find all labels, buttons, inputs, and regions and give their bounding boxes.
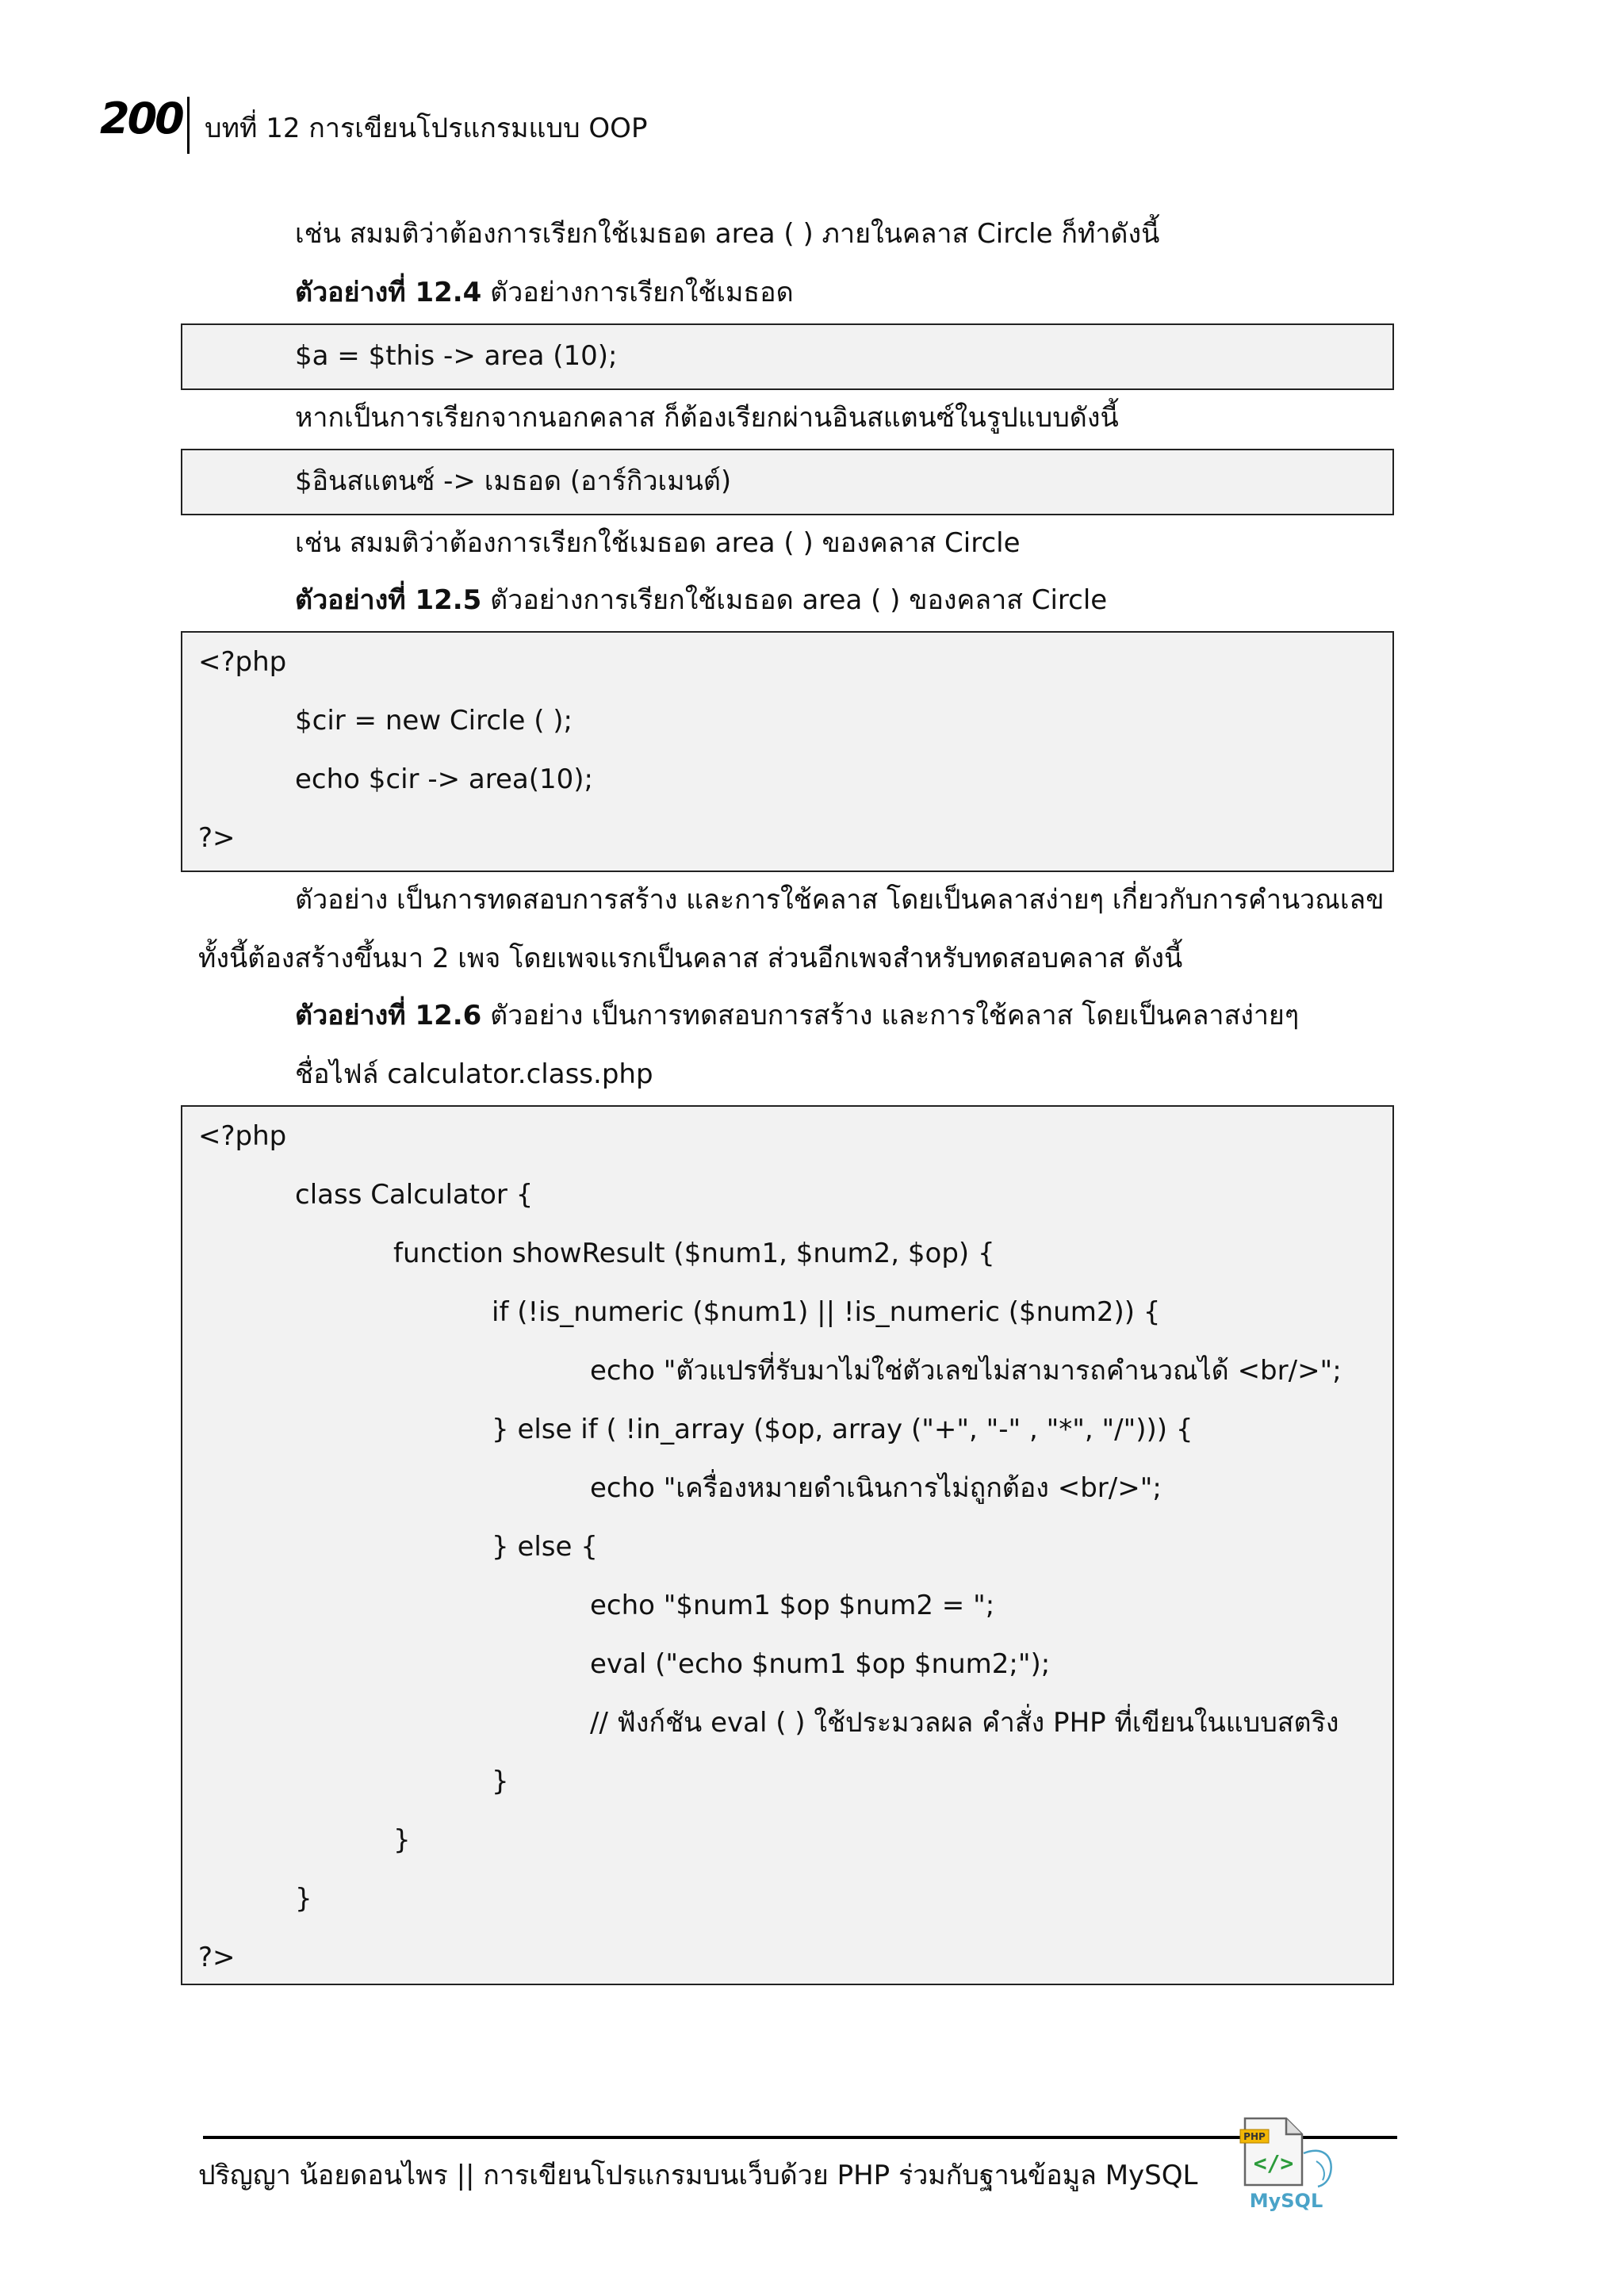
code-line: } <box>295 1883 312 1915</box>
code-line: ?> <box>198 822 236 854</box>
code-line: ?> <box>198 1942 236 1973</box>
example-label: ตัวอย่างที่ 12.4 <box>295 277 482 308</box>
code-line: echo "ตัวแปรที่รับมาไม่ใช่ตัวเลขไม่สามารถคำนวณได้ <br/>"; <box>590 1355 1342 1387</box>
example-label: ตัวอย่างที่ 12.5 <box>295 584 482 616</box>
code-box-example-12-5 <box>181 631 1394 872</box>
php-badge-text: PHP <box>1243 2131 1266 2142</box>
code-line: <?php <box>198 1120 287 1152</box>
paragraph-circle-example: เช่น สมมติว่าต้องการเรียกใช้เมธอด area ( ) ของคลาส Circle <box>295 527 1021 559</box>
footer-divider <box>203 2136 1397 2139</box>
code-line: echo $cir -> area(10); <box>295 763 593 795</box>
code-line: } else { <box>492 1531 598 1563</box>
example-12-4-heading <box>295 274 794 311</box>
code-line: eval ("echo $num1 $op $num2;"); <box>590 1648 1051 1680</box>
php-mysql-logo <box>1237 2109 1356 2212</box>
code-comment-line: // ฟังก์ชัน eval ( ) ใช้ประมวลผล คำสั่ง PHP ที่เขียนในแบบสตริง <box>590 1707 1339 1739</box>
code-line: echo "เครื่องหมายดำเนินการไม่ถูกต้อง <br/>"; <box>590 1472 1162 1504</box>
code-line: echo "$num1 $op $num2 = "; <box>590 1590 995 1621</box>
paragraph-outside-call: หากเป็นการเรียกจากนอกคลาส ก็ต้องเรียกผ่านอินสแตนซ์ในรูปแบบดังนี้ <box>295 402 1119 434</box>
code-line: $อินสแตนซ์ -> เมธอด (อาร์กิวเมนต์) <box>295 465 732 497</box>
example-caption: ตัวอย่างการเรียกใช้เมธอด area ( ) ของคลาส Circle <box>481 584 1108 616</box>
code-line: <?php <box>198 646 287 678</box>
code-box-syntax <box>181 449 1394 515</box>
filename-label: ชื่อไฟล์ calculator.class.php <box>295 1058 653 1090</box>
mysql-logo-text: MySQL <box>1249 2190 1323 2212</box>
paragraph-calculator-intro-line1: ตัวอย่าง เป็นการทดสอบการสร้าง และการใช้คลาส โดยเป็นคลาสง่ายๆ เกี่ยวกับการคำนวณเลข <box>295 884 1385 916</box>
code-line: function showResult ($num1, $num2, $op) { <box>393 1238 995 1269</box>
header-divider <box>187 97 190 154</box>
code-line: } <box>492 1766 509 1797</box>
code-box-example-12-6 <box>181 1105 1394 1985</box>
footer-author-title: ปริญญา น้อยดอนไพร || การเขียนโปรแกรมบนเว็บด้วย PHP ร่วมกับฐานข้อมูล MySQL <box>198 2160 1198 2191</box>
page-number: 200 <box>100 94 182 144</box>
code-line: } else if ( !in_array ($op, array ("+", "-" , "*", "/"))) { <box>492 1414 1193 1445</box>
example-caption: ตัวอย่างการเรียกใช้เมธอด <box>481 277 794 308</box>
code-line: $cir = new Circle ( ); <box>295 705 573 737</box>
paragraph-intro: เช่น สมมติว่าต้องการเรียกใช้เมธอด area ( ) ภายในคลาส Circle ก็ทำดังนี้ <box>295 218 1160 250</box>
code-line: } <box>393 1824 411 1856</box>
example-caption: ตัวอย่าง เป็นการทดสอบการสร้าง และการใช้คลาส โดยเป็นคลาสง่ายๆ <box>481 1000 1300 1031</box>
chapter-title: บทที่ 12 การเขียนโปรแกรมแบบ OOP <box>205 113 648 144</box>
code-line: if (!is_numeric ($num1) || !is_numeric ($num2)) { <box>492 1296 1161 1328</box>
svg-text:</>: </> <box>1253 2150 1294 2176</box>
code-box-example-12-4 <box>181 323 1394 390</box>
example-12-6-heading <box>295 997 1299 1034</box>
code-line: class Calculator { <box>295 1179 534 1211</box>
paragraph-calculator-intro-line2: ทั้งนี้ต้องสร้างขึ้นมา 2 เพจ โดยเพจแรกเป็นคลาส ส่วนอีกเพจสำหรับทดสอบคลาส ดังนี้ <box>198 943 1183 974</box>
code-line: $a = $this -> area (10); <box>295 340 618 372</box>
example-label: ตัวอย่างที่ 12.6 <box>295 1000 482 1031</box>
example-12-5-heading <box>295 582 1107 618</box>
